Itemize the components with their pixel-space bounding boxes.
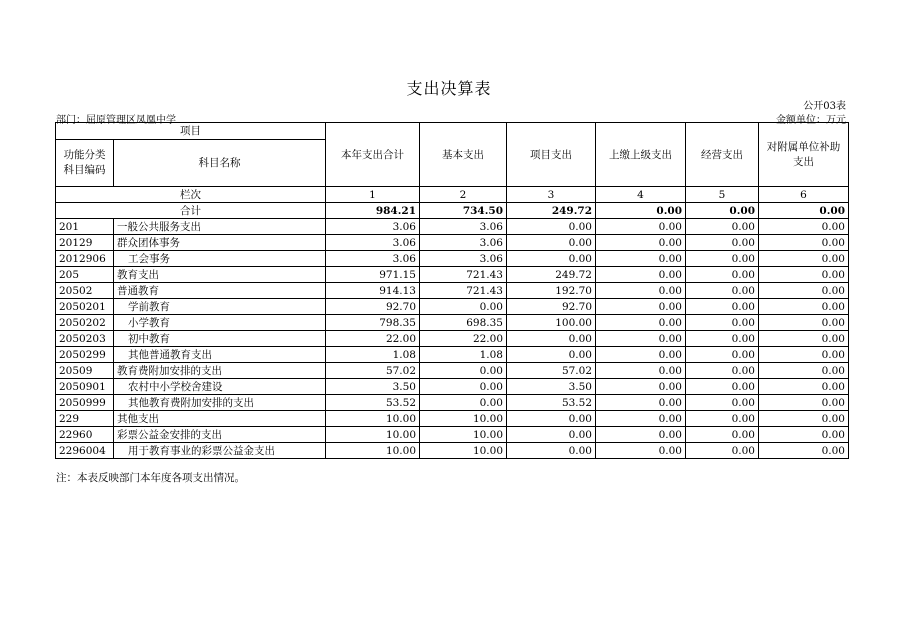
- row-value-1: 22.00: [326, 331, 420, 347]
- row-code: 205: [56, 267, 114, 283]
- row-value-1: 57.02: [326, 363, 420, 379]
- row-value-3: 0.00: [507, 235, 596, 251]
- row-value-4: 0.00: [596, 363, 686, 379]
- row-value-6: 0.00: [759, 235, 849, 251]
- row-name: 学前教育: [114, 299, 326, 315]
- row-name: 普通教育: [114, 283, 326, 299]
- row-code: 20502: [56, 283, 114, 299]
- row-value-4: 0.00: [596, 283, 686, 299]
- row-value-3: 0.00: [507, 427, 596, 443]
- row-value-6: 0.00: [759, 443, 849, 459]
- row-value-5: 0.00: [686, 283, 759, 299]
- row-value-5: 0.00: [686, 411, 759, 427]
- row-value-2: 3.06: [420, 235, 507, 251]
- total-value-1: 984.21: [326, 203, 420, 219]
- header-basic: 基本支出: [420, 123, 507, 187]
- department-label: 部门：屈原管理区凤凰中学: [56, 115, 176, 126]
- row-value-5: 0.00: [686, 427, 759, 443]
- table-row: [56, 235, 849, 251]
- table-row: [56, 443, 849, 459]
- col-num-5: 5: [686, 187, 759, 203]
- row-value-2: 721.43: [420, 267, 507, 283]
- row-value-2: 0.00: [420, 299, 507, 315]
- header-upper: 上缴上级支出: [596, 123, 686, 187]
- row-value-1: 10.00: [326, 443, 420, 459]
- row-value-5: 0.00: [686, 315, 759, 331]
- row-code: 20509: [56, 363, 114, 379]
- header-name: 科目名称: [114, 140, 326, 187]
- row-value-2: 1.08: [420, 347, 507, 363]
- row-value-4: 0.00: [596, 331, 686, 347]
- row-value-2: 0.00: [420, 395, 507, 411]
- row-value-6: 0.00: [759, 411, 849, 427]
- row-value-5: 0.00: [686, 443, 759, 459]
- row-value-6: 0.00: [759, 363, 849, 379]
- row-name: 工会事务: [114, 251, 326, 267]
- table-row: [56, 363, 849, 379]
- row-name: 小学教育: [114, 315, 326, 331]
- row-value-1: 798.35: [326, 315, 420, 331]
- row-code: 2050202: [56, 315, 114, 331]
- row-name: 教育支出: [114, 267, 326, 283]
- row-value-3: 249.72: [507, 267, 596, 283]
- row-value-6: 0.00: [759, 267, 849, 283]
- row-value-3: 0.00: [507, 251, 596, 267]
- table-row: [56, 379, 849, 395]
- row-value-5: 0.00: [686, 251, 759, 267]
- row-value-3: 3.50: [507, 379, 596, 395]
- row-code: 2012906: [56, 251, 114, 267]
- header-row-item: [56, 123, 849, 140]
- row-name: 其他支出: [114, 411, 326, 427]
- row-value-3: 57.02: [507, 363, 596, 379]
- row-value-6: 0.00: [759, 299, 849, 315]
- total-value-4: 0.00: [596, 203, 686, 219]
- row-value-2: 22.00: [420, 331, 507, 347]
- column-number-row: [56, 187, 849, 203]
- row-value-3: 0.00: [507, 443, 596, 459]
- col-num-1: 1: [326, 187, 420, 203]
- row-code: 2296004: [56, 443, 114, 459]
- row-value-4: 0.00: [596, 235, 686, 251]
- row-name: 一般公共服务支出: [114, 219, 326, 235]
- row-value-1: 53.52: [326, 395, 420, 411]
- header-total: 本年支出合计: [326, 123, 420, 187]
- row-value-1: 914.13: [326, 283, 420, 299]
- row-value-3: 100.00: [507, 315, 596, 331]
- row-label-cell: 栏次: [56, 187, 326, 203]
- row-value-4: 0.00: [596, 443, 686, 459]
- row-value-3: 53.52: [507, 395, 596, 411]
- row-value-5: 0.00: [686, 331, 759, 347]
- table-row: [56, 267, 849, 283]
- row-value-4: 0.00: [596, 395, 686, 411]
- row-value-6: 0.00: [759, 283, 849, 299]
- row-code: 2050299: [56, 347, 114, 363]
- table-row: [56, 283, 849, 299]
- row-value-2: 698.35: [420, 315, 507, 331]
- row-value-6: 0.00: [759, 219, 849, 235]
- row-value-3: 192.70: [507, 283, 596, 299]
- row-name: 其他普通教育支出: [114, 347, 326, 363]
- table-row: [56, 427, 849, 443]
- row-code: 229: [56, 411, 114, 427]
- row-value-2: 10.00: [420, 427, 507, 443]
- row-value-1: 3.06: [326, 219, 420, 235]
- row-value-2: 10.00: [420, 443, 507, 459]
- row-name: 农村中小学校舍建设: [114, 379, 326, 395]
- row-value-5: 0.00: [686, 219, 759, 235]
- expenditure-table: [55, 122, 849, 459]
- header-business: 经营支出: [686, 123, 759, 187]
- row-value-4: 0.00: [596, 315, 686, 331]
- row-value-4: 0.00: [596, 299, 686, 315]
- row-value-5: 0.00: [686, 235, 759, 251]
- row-value-4: 0.00: [596, 219, 686, 235]
- header-subsidy: 对附属单位补助支出: [759, 123, 849, 187]
- table-row: [56, 315, 849, 331]
- total-value-3: 249.72: [507, 203, 596, 219]
- row-value-5: 0.00: [686, 363, 759, 379]
- col-num-3: 3: [507, 187, 596, 203]
- col-num-6: 6: [759, 187, 849, 203]
- row-value-1: 3.06: [326, 251, 420, 267]
- col-num-4: 4: [596, 187, 686, 203]
- table-row: [56, 299, 849, 315]
- row-value-6: 0.00: [759, 315, 849, 331]
- row-value-1: 10.00: [326, 427, 420, 443]
- table-body: [56, 123, 849, 459]
- row-code: 20129: [56, 235, 114, 251]
- row-value-5: 0.00: [686, 379, 759, 395]
- row-value-4: 0.00: [596, 267, 686, 283]
- row-name: 彩票公益金安排的支出: [114, 427, 326, 443]
- row-value-5: 0.00: [686, 299, 759, 315]
- row-value-6: 0.00: [759, 395, 849, 411]
- total-label: 合计: [56, 203, 326, 219]
- row-value-1: 92.70: [326, 299, 420, 315]
- row-name: 教育费附加安排的支出: [114, 363, 326, 379]
- row-value-4: 0.00: [596, 379, 686, 395]
- row-value-6: 0.00: [759, 251, 849, 267]
- row-code: 2050999: [56, 395, 114, 411]
- row-value-2: 3.06: [420, 251, 507, 267]
- row-value-5: 0.00: [686, 395, 759, 411]
- row-name: 其他教育费附加安排的支出: [114, 395, 326, 411]
- table-row: [56, 347, 849, 363]
- row-value-2: 10.00: [420, 411, 507, 427]
- row-value-2: 0.00: [420, 363, 507, 379]
- row-value-2: 0.00: [420, 379, 507, 395]
- row-value-4: 0.00: [596, 411, 686, 427]
- total-value-6: 0.00: [759, 203, 849, 219]
- row-value-1: 971.15: [326, 267, 420, 283]
- row-value-6: 0.00: [759, 347, 849, 363]
- row-value-2: 721.43: [420, 283, 507, 299]
- footnote: 注：本表反映部门本年度各项支出情况。: [56, 472, 245, 484]
- row-value-5: 0.00: [686, 347, 759, 363]
- row-value-6: 0.00: [759, 331, 849, 347]
- row-value-3: 92.70: [507, 299, 596, 315]
- row-value-1: 1.08: [326, 347, 420, 363]
- row-code: 22960: [56, 427, 114, 443]
- row-value-4: 0.00: [596, 347, 686, 363]
- row-value-1: 10.00: [326, 411, 420, 427]
- row-value-3: 0.00: [507, 347, 596, 363]
- header-code: 功能分类科目编码: [56, 140, 114, 187]
- row-value-6: 0.00: [759, 379, 849, 395]
- row-code: 2050901: [56, 379, 114, 395]
- header-project: 项目支出: [507, 123, 596, 187]
- row-code: 201: [56, 219, 114, 235]
- row-value-3: 0.00: [507, 411, 596, 427]
- total-value-2: 734.50: [420, 203, 507, 219]
- row-value-6: 0.00: [759, 427, 849, 443]
- total-value-5: 0.00: [686, 203, 759, 219]
- row-value-3: 0.00: [507, 219, 596, 235]
- col-num-2: 2: [420, 187, 507, 203]
- page-title: 支出决算表: [406, 79, 492, 98]
- row-value-5: 0.00: [686, 267, 759, 283]
- header-item: 项目: [56, 123, 326, 140]
- row-value-3: 0.00: [507, 331, 596, 347]
- form-number: 公开03表: [803, 101, 846, 112]
- row-name: 用于教育事业的彩票公益金支出: [114, 443, 326, 459]
- row-code: 2050201: [56, 299, 114, 315]
- row-value-4: 0.00: [596, 427, 686, 443]
- total-row: [56, 203, 849, 219]
- row-name: 初中教育: [114, 331, 326, 347]
- row-value-4: 0.00: [596, 251, 686, 267]
- table-row: [56, 331, 849, 347]
- row-value-1: 3.06: [326, 235, 420, 251]
- unit-label: 金额单位：万元: [776, 115, 846, 126]
- table-row: [56, 411, 849, 427]
- row-name: 群众团体事务: [114, 235, 326, 251]
- table-row: [56, 219, 849, 235]
- row-value-2: 3.06: [420, 219, 507, 235]
- table-row: [56, 251, 849, 267]
- table-row: [56, 395, 849, 411]
- row-value-1: 3.50: [326, 379, 420, 395]
- row-code: 2050203: [56, 331, 114, 347]
